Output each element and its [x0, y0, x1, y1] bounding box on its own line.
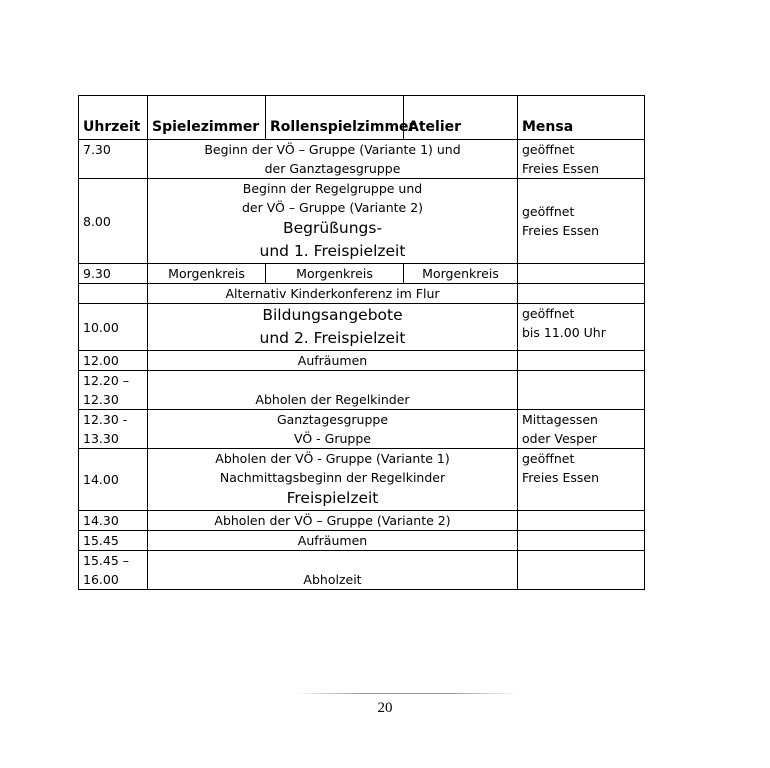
time-cell: [79, 284, 148, 304]
mensa-line: geöffnet: [522, 451, 575, 466]
time-line: 15.45 –: [83, 553, 130, 568]
table-row: [79, 284, 645, 304]
activity-cell: [148, 140, 518, 179]
footer-divider: [295, 693, 520, 694]
mensa-line: geöffnet: [522, 306, 575, 321]
time-cell: [79, 551, 148, 590]
mensa-line: Freies Essen: [522, 470, 600, 485]
time-cell: 14.00: [79, 449, 148, 511]
header-mensa: Mensa: [518, 96, 645, 140]
activity-line: Ganztagesgruppe: [276, 412, 389, 427]
time-line: 13.30: [83, 431, 119, 446]
mensa-line: geöffnet: [522, 204, 575, 219]
mensa-cell: [518, 371, 645, 410]
header-atelier: Atelier: [404, 96, 518, 140]
spielezimmer-cell: Morgenkreis: [148, 264, 266, 284]
table-row: [79, 449, 645, 511]
table-row: [79, 531, 645, 551]
mensa-cell: [518, 304, 645, 351]
table-row: [79, 304, 645, 351]
time-line: 12.20 –: [83, 373, 130, 388]
table-row: [79, 371, 645, 410]
activity-line: Nachmittagsbeginn der Regelkinder: [219, 470, 446, 485]
table-row: [79, 551, 645, 590]
activity-cell: [148, 449, 518, 511]
time-line: 16.00: [83, 572, 119, 587]
activity-line: Freispielzeit: [286, 489, 379, 507]
table-row: [79, 410, 645, 449]
time-cell: [79, 371, 148, 410]
activity-line: Beginn der Regelgruppe und: [242, 181, 423, 196]
time-line: 12.30 -: [83, 412, 128, 427]
mensa-line: Mittagessen: [522, 412, 598, 427]
mensa-line: Freies Essen: [522, 161, 600, 176]
mensa-cell: [518, 410, 645, 449]
time-cell: 14.30: [79, 511, 148, 531]
mensa-line: bis 11.00 Uhr: [522, 325, 606, 340]
mensa-cell: [518, 449, 645, 511]
table-row: [79, 179, 645, 264]
activity-cell: [148, 179, 518, 264]
mensa-cell: [518, 284, 645, 304]
time-cell: 8.00: [79, 179, 148, 264]
activity-cell: Abholzeit: [148, 551, 518, 590]
atelier-cell: Morgenkreis: [404, 264, 518, 284]
time-cell: 9.30: [79, 264, 148, 284]
activity-line: und 1. Freispielzeit: [259, 242, 406, 260]
activity-line: VÖ - Gruppe: [294, 431, 371, 446]
table-row: [79, 511, 645, 531]
header-rollenspielzimmer: Rollenspielzimmer: [266, 96, 404, 140]
time-cell: 10.00: [79, 304, 148, 351]
mensa-cell: [518, 551, 645, 590]
activity-cell: Aufräumen: [148, 531, 518, 551]
activity-line: der Ganztagesgruppe: [264, 161, 401, 176]
activity-cell: Alternativ Kinderkonferenz im Flur: [148, 284, 518, 304]
activity-cell: Abholen der Regelkinder: [148, 371, 518, 410]
time-cell: [79, 410, 148, 449]
time-cell: 15.45: [79, 531, 148, 551]
schedule-table: [78, 95, 645, 590]
activity-cell: [148, 304, 518, 351]
header-uhrzeit: Uhrzeit: [79, 96, 148, 140]
table-row: [79, 351, 645, 371]
table-row: [79, 140, 645, 179]
mensa-line: geöffnet: [522, 142, 575, 157]
activity-line: Begrüßungs-: [282, 219, 383, 237]
time-cell: 7.30: [79, 140, 148, 179]
table-row: [79, 264, 645, 284]
mensa-cell: [518, 511, 645, 531]
page-number: 20: [377, 700, 393, 716]
mensa-line: oder Vesper: [522, 431, 597, 446]
activity-line: Beginn der VÖ – Gruppe (Variante 1) und: [204, 142, 461, 157]
activity-line: und 2. Freispielzeit: [259, 329, 406, 347]
activity-cell: Aufräumen: [148, 351, 518, 371]
mensa-cell: [518, 531, 645, 551]
mensa-line: Freies Essen: [522, 223, 600, 238]
activity-line: Abholen der VÖ - Gruppe (Variante 1): [215, 451, 450, 466]
mensa-cell: [518, 264, 645, 284]
mensa-cell: [518, 140, 645, 179]
time-cell: 12.00: [79, 351, 148, 371]
activity-cell: [148, 410, 518, 449]
mensa-cell: [518, 351, 645, 371]
header-spielezimmer: Spielezimmer: [148, 96, 266, 140]
activity-line: Bildungsangebote: [262, 306, 403, 324]
activity-cell: Abholen der VÖ – Gruppe (Variante 2): [148, 511, 518, 531]
mensa-cell: [518, 179, 645, 264]
rollenspielzimmer-cell: Morgenkreis: [266, 264, 404, 284]
header-row: [79, 96, 645, 140]
time-line: 12.30: [83, 392, 119, 407]
activity-line: der VÖ – Gruppe (Variante 2): [241, 200, 424, 215]
